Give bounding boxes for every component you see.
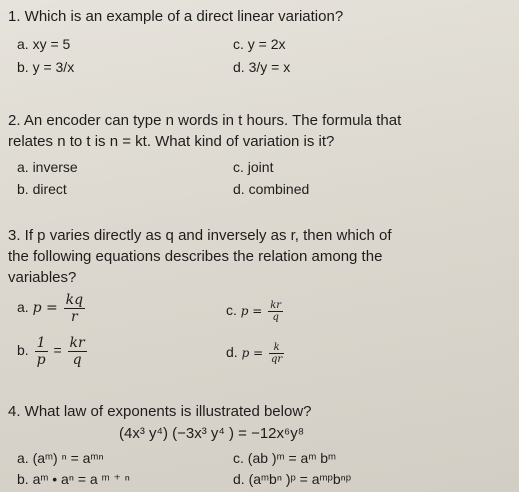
q1-title: 1. Which is an example of a direct linear variation? bbox=[8, 8, 344, 25]
q3-b-numerator-right: kr bbox=[69, 335, 85, 351]
q3-d-lhs: p = bbox=[241, 346, 264, 361]
q3-b-label: b. bbox=[17, 342, 29, 359]
q3-d-label: d. bbox=[226, 344, 238, 361]
q3-line-1: 3. If p varies directly as q and inversely as r, then which of bbox=[8, 227, 392, 244]
q4-title: 4. What law of exponents is illustrated below? bbox=[8, 403, 312, 420]
q2-line-1: 2. An encoder can type n words in t hours. The formula that bbox=[8, 112, 402, 129]
q1-option-a: a. xy = 5 bbox=[17, 36, 71, 52]
q1-option-d: d. 3/y = x bbox=[233, 59, 291, 75]
q3-option-c bbox=[226, 300, 285, 323]
q3-b-denominator-left: p bbox=[36, 352, 46, 368]
q3-option-d bbox=[226, 342, 286, 365]
q3-option-a bbox=[17, 292, 87, 325]
q3-a-denominator: r bbox=[71, 309, 78, 325]
q3-d-fraction bbox=[269, 342, 284, 365]
q4-equation: (4x³ y⁴) (−3x³ y⁴ ) = −12x⁶y⁸ bbox=[119, 425, 305, 442]
q3-line-2: the following equations describes the relation among the bbox=[8, 248, 383, 265]
q3-c-fraction bbox=[268, 300, 283, 323]
q4-option-a: a. (aᵐ) ⁿ = aᵐⁿ bbox=[17, 450, 104, 466]
q1-option-b: b. y = 3/x bbox=[17, 59, 75, 75]
q3-c-denominator: q bbox=[272, 312, 279, 323]
q1-option-c: c. y = 2x bbox=[233, 36, 286, 52]
q3-b-equals: = bbox=[53, 342, 62, 359]
q2-option-a: a. inverse bbox=[17, 159, 78, 175]
q3-line-3: variables? bbox=[8, 269, 77, 286]
q3-a-numerator: kq bbox=[65, 292, 84, 308]
q2-option-b: b. direct bbox=[17, 181, 67, 197]
q4-option-b: b. aᵐ • aⁿ = a ᵐ ⁺ ⁿ bbox=[17, 471, 130, 487]
q3-option-b bbox=[17, 335, 89, 368]
q3-b-fraction-right bbox=[68, 335, 87, 368]
q3-c-label: c. bbox=[226, 302, 237, 319]
q4-option-d: d. (aᵐbⁿ )ᵖ = aᵐᵖbⁿᵖ bbox=[233, 471, 352, 487]
q3-c-lhs: p = bbox=[240, 304, 263, 319]
q2-option-d: d. combined bbox=[233, 181, 310, 197]
q2-option-c: c. joint bbox=[233, 159, 274, 175]
q3-b-denominator-right: q bbox=[72, 352, 82, 368]
q3-a-lhs: p = bbox=[32, 300, 58, 317]
q3-d-denominator: qr bbox=[271, 354, 283, 365]
q3-c-numerator: kr bbox=[270, 300, 282, 311]
q3-a-fraction bbox=[64, 292, 85, 325]
q3-a-label: a. bbox=[17, 299, 29, 316]
q2-line-2: relates n to t is n = kt. What kind of variation is it? bbox=[8, 133, 335, 150]
q4-option-c: c. (ab )ᵐ = aᵐ bᵐ bbox=[233, 450, 337, 466]
q3-b-fraction-left bbox=[35, 335, 48, 368]
q3-d-numerator: k bbox=[269, 342, 284, 354]
q3-b-numerator-left: 1 bbox=[35, 335, 48, 352]
